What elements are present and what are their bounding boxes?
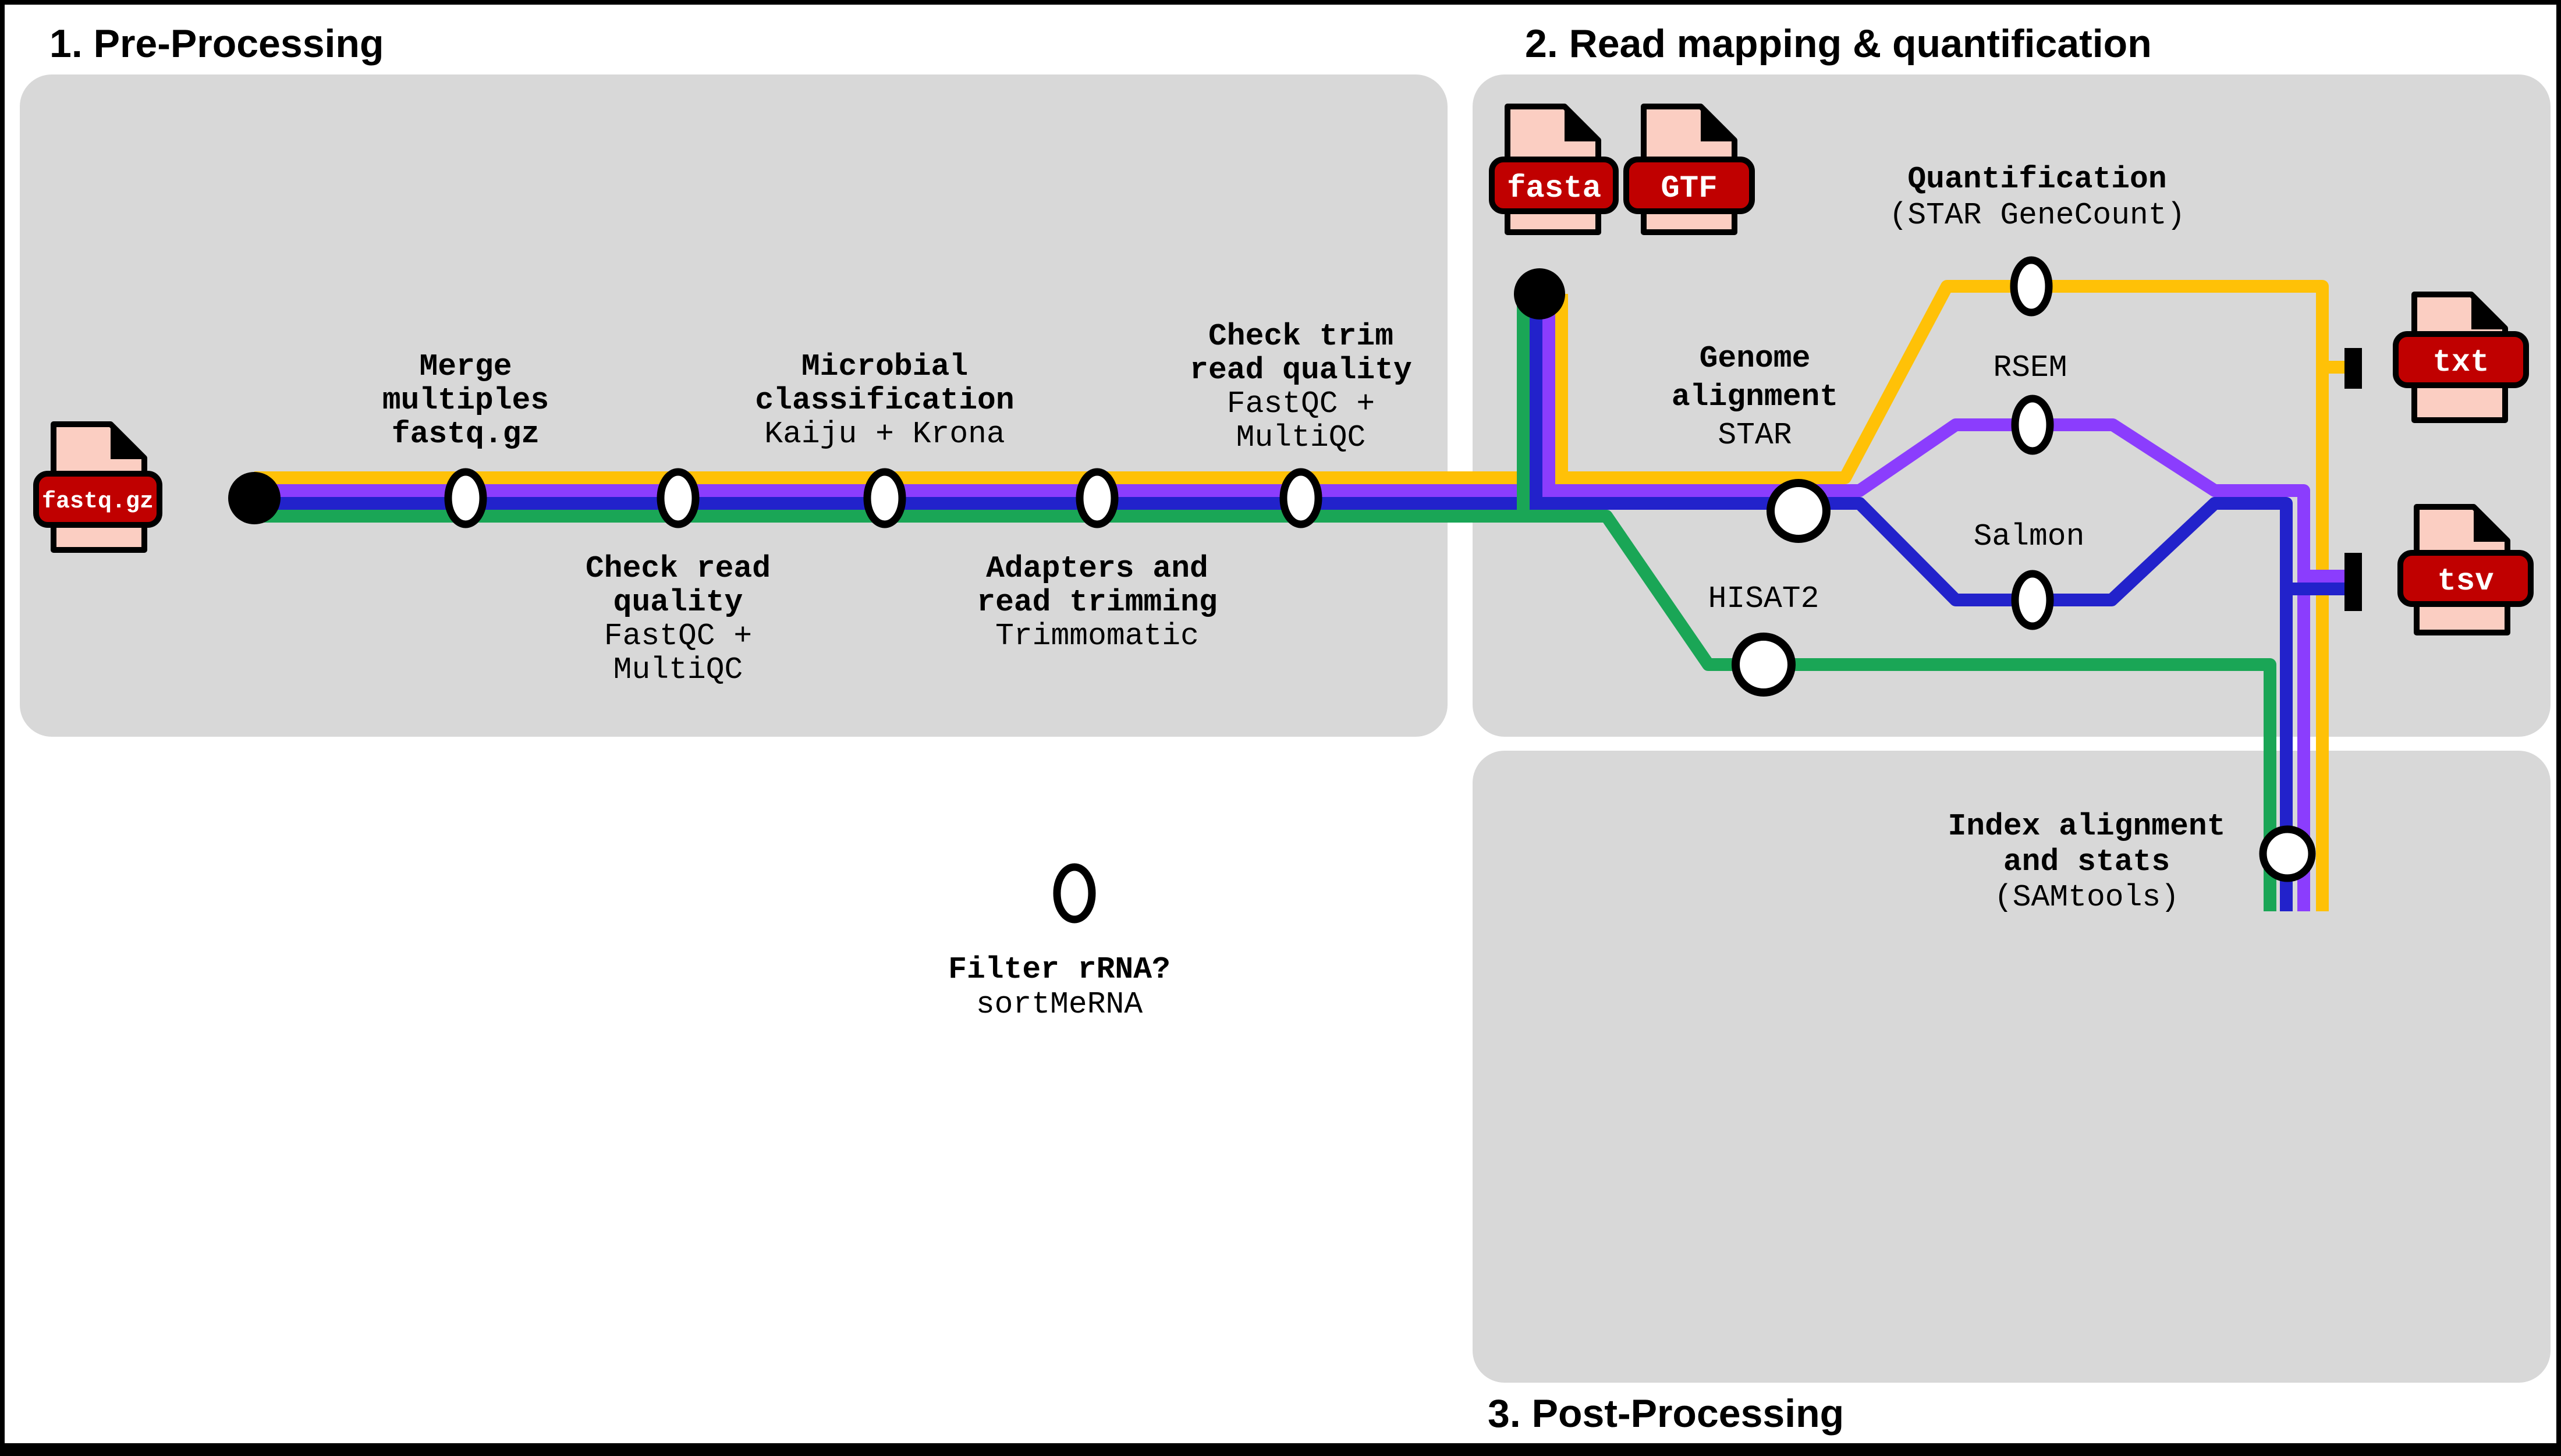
station-tool: MultiQC (613, 652, 743, 687)
station-label: Quantification (1907, 162, 2167, 197)
station-tool: FastQC + (1226, 386, 1375, 421)
station-label: and stats (2003, 844, 2170, 879)
station-filter-rrna (948, 867, 1170, 1022)
station-label: Genome (1699, 341, 1811, 376)
file-label: tsv (2437, 564, 2494, 599)
section-title-read-mapping: 2. Read mapping & quantification (1525, 22, 2152, 66)
station-tool: (STAR GeneCount) (1889, 198, 2186, 233)
file-label: fasta (1506, 171, 1602, 207)
station-marker (1771, 483, 1826, 539)
station-label: Merge (419, 349, 512, 384)
station-marker (2015, 574, 2050, 626)
station-marker (2014, 260, 2049, 312)
station-marker (1057, 867, 1092, 919)
file-label: txt (2432, 345, 2489, 381)
station-label: Check read (585, 551, 771, 586)
station-label: Microbial (801, 349, 969, 384)
file-label: GTF (1661, 171, 1718, 207)
section-title-pre-processing: 1. Pre-Processing (49, 22, 384, 66)
txt-terminal-tick (2344, 348, 2362, 389)
station-marker (1283, 472, 1318, 524)
file-label: fastq.gz (41, 489, 154, 515)
station-label: fastq.gz (391, 417, 540, 452)
station-marker (1080, 472, 1115, 524)
section-title-post-processing: 3. Post-Processing (1488, 1391, 1845, 1436)
tsv-terminal-tick (2344, 553, 2362, 611)
reference-start-dot (1514, 268, 1565, 319)
station-tool: Salmon (1973, 519, 2085, 554)
station-tool: STAR (1718, 418, 1792, 453)
station-tool: HISAT2 (1708, 581, 1819, 616)
station-label: alignment (1671, 379, 1839, 414)
station-tool: (SAMtools) (1994, 880, 2180, 915)
station-label: read quality (1190, 353, 1412, 388)
station-tool: sortMeRNA (976, 987, 1143, 1022)
station-marker (661, 472, 696, 524)
station-marker (2263, 829, 2312, 878)
station-label: multiples (382, 383, 549, 418)
station-marker (448, 472, 483, 524)
station-tool: Kaiju + Krona (764, 417, 1005, 452)
station-label: quality (613, 585, 743, 620)
station-label: Adapters and (986, 551, 1208, 586)
station-label: Check trim (1208, 319, 1394, 354)
station-marker (1736, 637, 1792, 693)
station-tool: MultiQC (1236, 420, 1366, 455)
station-marker (2015, 399, 2050, 451)
reads-start-dot (228, 472, 281, 524)
station-label: read trimming (977, 585, 1218, 620)
station-tool: FastQC + (604, 619, 753, 654)
station-marker (867, 472, 902, 524)
station-tool: RSEM (1993, 350, 2067, 385)
station-label: Index alignment (1948, 809, 2226, 844)
figure-frame-bottom (0, 1443, 2561, 1456)
station-label: classification (755, 383, 1015, 418)
station-tool: Trimmomatic (995, 619, 1199, 654)
station-label: Filter rRNA? (948, 952, 1170, 987)
